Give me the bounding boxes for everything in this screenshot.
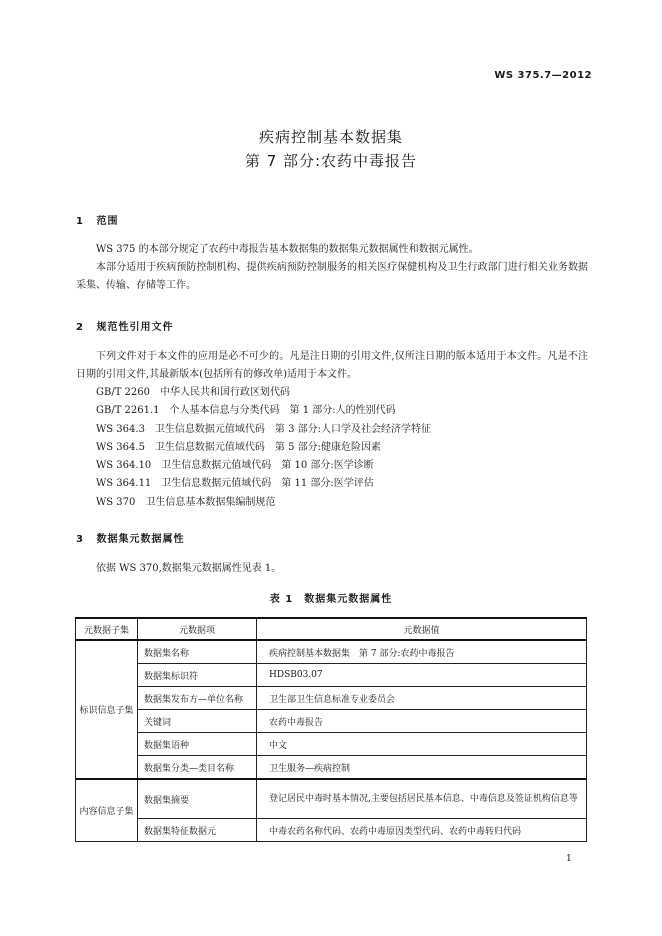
table-row: [76, 664, 587, 687]
value-cell: 卫生服务—疾病控制: [257, 756, 587, 780]
reference-item: WS 370 卫生信息基本数据集编制规范: [96, 496, 276, 508]
metadata-table: [75, 617, 587, 842]
value-cell: 卫生部卫生信息标准专业委员会: [257, 687, 587, 710]
reference-item: WS 364.5 卫生信息数据元值域代码 第 5 部分:健康危险因素: [96, 441, 382, 453]
table-row: [76, 819, 587, 842]
reference-item: WS 364.11 卫生信息数据元值域代码 第 11 部分:医学评估: [96, 478, 374, 490]
group-cell: 内容信息子集: [76, 779, 138, 842]
item-cell: 关键词: [138, 710, 257, 733]
section-2-body: [76, 348, 588, 384]
section-number: 3: [76, 534, 84, 545]
table-row: [76, 756, 587, 780]
section-1-heading: [76, 212, 118, 227]
section-3-heading: [76, 530, 184, 545]
section-2-heading: [76, 318, 173, 333]
item-cell: 数据集语种: [138, 733, 257, 756]
paragraph: 依据 WS 370,数据集元数据属性见表 1。: [96, 563, 282, 574]
section-3-body: [76, 560, 588, 578]
reference-item: GB/T 2261.1 个人基本信息与分类代码 第 1 部分:人的性别代码: [96, 405, 396, 417]
normative-references-list: [96, 384, 431, 512]
reference-item: GB/T 2260 中华人民共和国行政区划代码: [96, 387, 291, 398]
table-row: [76, 733, 587, 756]
reference-item: WS 364.10 卫生信息数据元值域代码 第 10 部分:医学诊断: [96, 460, 374, 472]
item-cell: 数据集标识符: [138, 664, 257, 687]
document-subtitle: 第 7 部分:农药中毒报告: [244, 152, 418, 170]
section-number: 2: [76, 322, 84, 333]
section-number: 1: [76, 216, 84, 227]
section-title: 数据集元数据属性: [96, 534, 185, 545]
value-cell: 登记居民中毒时基本情况,主要包括居民基本信息、中毒信息及签证机构信息等: [257, 779, 587, 819]
section-1-body: [76, 241, 588, 295]
paragraph: 本部分适用于疾病预防控制机构、提供疾病预防控制服务的相关医疗保健机构及卫生行政部门进行相关业务数据采集、传输、存储等工作。: [76, 262, 588, 291]
item-cell: 数据集发布方—单位名称: [138, 687, 257, 710]
paragraph: 下列文件对于本文件的应用是必不可少的。凡是注日期的引用文件,仅所注日期的版本适用于本文件。凡是不注日期的引用文件,其最新版本(包括所有的修改单)适用于本文件。: [76, 351, 588, 380]
item-cell: 数据集名称: [138, 640, 257, 664]
section-title: 范围: [96, 216, 119, 227]
item-cell: 数据集特征数据元: [138, 819, 257, 842]
value-cell: HDSB03.07: [257, 664, 587, 687]
item-cell: 数据集分类—类目名称: [138, 756, 257, 780]
group-cell: 标识信息子集: [76, 640, 138, 779]
value-cell: 中毒农药名称代码、农药中毒原因类型代码、农药中毒转归代码: [257, 819, 587, 842]
table-row: [76, 779, 587, 819]
value-cell: 农药中毒报告: [257, 710, 587, 733]
value-cell: 中文: [257, 733, 587, 756]
table-row: [76, 710, 587, 733]
table-row: [76, 640, 587, 664]
standard-code: WS 375.7—2012: [494, 70, 592, 81]
column-header: 元数据值: [257, 618, 587, 640]
document-title: 疾病控制基本数据集: [258, 128, 403, 146]
value-cell: 疾病控制基本数据集 第 7 部分:农药中毒报告: [257, 640, 587, 664]
table-header-row: [76, 618, 587, 640]
reference-item: WS 364.3 卫生信息数据元值域代码 第 3 部分:人口学及社会经济学特征: [96, 423, 432, 435]
section-title: 规范性引用文件: [96, 322, 174, 333]
table-row: [76, 687, 587, 710]
paragraph: WS 375 的本部分规定了农药中毒报告基本数据集的数据集元数据属性和数据元属性。: [96, 244, 479, 255]
table-caption: 表 1 数据集元数据属性: [269, 594, 393, 605]
page-number: 1: [566, 854, 572, 864]
column-header: 元数据子集: [76, 618, 138, 640]
item-cell: 数据集摘要: [138, 779, 257, 819]
column-header: 元数据项: [138, 618, 257, 640]
